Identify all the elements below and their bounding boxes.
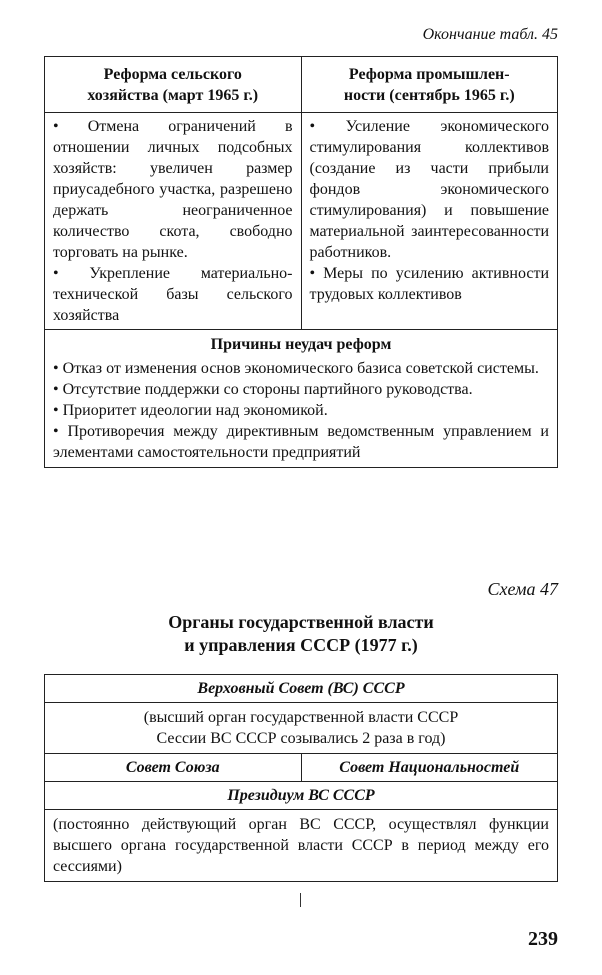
scheme-row xyxy=(45,810,558,882)
scheme-title-line: и управления СССР (1977 г.) xyxy=(184,635,418,655)
table-header-row xyxy=(45,57,558,113)
council-of-union-box: Совет Союза xyxy=(45,754,302,782)
presidium-box: Президиум ВС СССР xyxy=(45,782,558,810)
ind-reform-cell xyxy=(301,113,558,330)
scheme-row xyxy=(45,703,558,754)
scheme-row xyxy=(45,675,558,703)
supreme-soviet-box: Верховный Совет (ВС) СССР xyxy=(45,675,558,703)
list-item: • Усиление экономического стимулирования коллективов (создание из части прибыли фондов экономического стимулирования) и повышение материальной заинтересованности работников. xyxy=(309,118,549,261)
description-line: (высший орган государственной власти СССР xyxy=(143,709,459,726)
reasons-cell xyxy=(45,357,558,468)
agri-header-line: Реформа сельского xyxy=(103,66,242,83)
description-line: Сессии ВС СССР созывались 2 раза в год) xyxy=(156,730,446,747)
list-item: • Приоритет идеологии над экономикой. xyxy=(53,402,328,419)
table-45 xyxy=(44,56,558,468)
scheme-row xyxy=(45,782,558,810)
table-body-row xyxy=(45,113,558,330)
list-item: • Отказ от изменения основ экономического базиса советской системы. xyxy=(53,360,539,377)
list-item: • Укрепление материально-технической базы сельского хозяйства xyxy=(53,265,293,324)
ind-header-line: ности (сентябрь 1965 г.) xyxy=(343,87,515,104)
supreme-soviet-description xyxy=(45,703,558,754)
ind-reform-header xyxy=(301,57,558,113)
agri-header-line: хозяйства (март 1965 г.) xyxy=(87,87,259,104)
page-number: 239 xyxy=(528,928,558,950)
list-item: • Отсутствие поддержки со стороны партийного руководства. xyxy=(53,381,473,398)
scheme-label: Схема 47 xyxy=(487,579,558,599)
agri-reform-header xyxy=(45,57,302,113)
scheme-title-line: Органы государственной власти xyxy=(168,612,434,632)
list-item: • Отмена ограничений в отношении личных подсобных хозяйств: увеличен размер приусадебного участка, разрешено держать неограниченное количество скота, свободно торговать на рынке. xyxy=(53,118,293,261)
council-of-nationalities-box: Совет Национальностей xyxy=(301,754,558,782)
reasons-row xyxy=(45,357,558,468)
scheme-title xyxy=(44,611,558,657)
presidium-description: (постоянно действующий орган ВС СССР, осуществлял функции высшего органа государственной власти СССР в период между его сессиями) xyxy=(45,810,558,882)
table-continuation-caption: Окончание табл. 45 xyxy=(422,26,558,43)
agri-reform-cell xyxy=(45,113,302,330)
ind-header-line: Реформа промышлен- xyxy=(348,66,510,83)
reasons-title: Причины неудач реформ xyxy=(45,330,558,358)
diagram-connector-line xyxy=(300,893,301,907)
reasons-header-row xyxy=(45,330,558,358)
list-item: • Меры по усилению активности трудовых коллективов xyxy=(309,265,549,303)
list-item: • Противоречия между директивным ведомственным управлением и элементами самостоятельности предприятий xyxy=(53,423,549,461)
scheme-row xyxy=(45,754,558,782)
scheme-47-diagram xyxy=(44,674,558,882)
